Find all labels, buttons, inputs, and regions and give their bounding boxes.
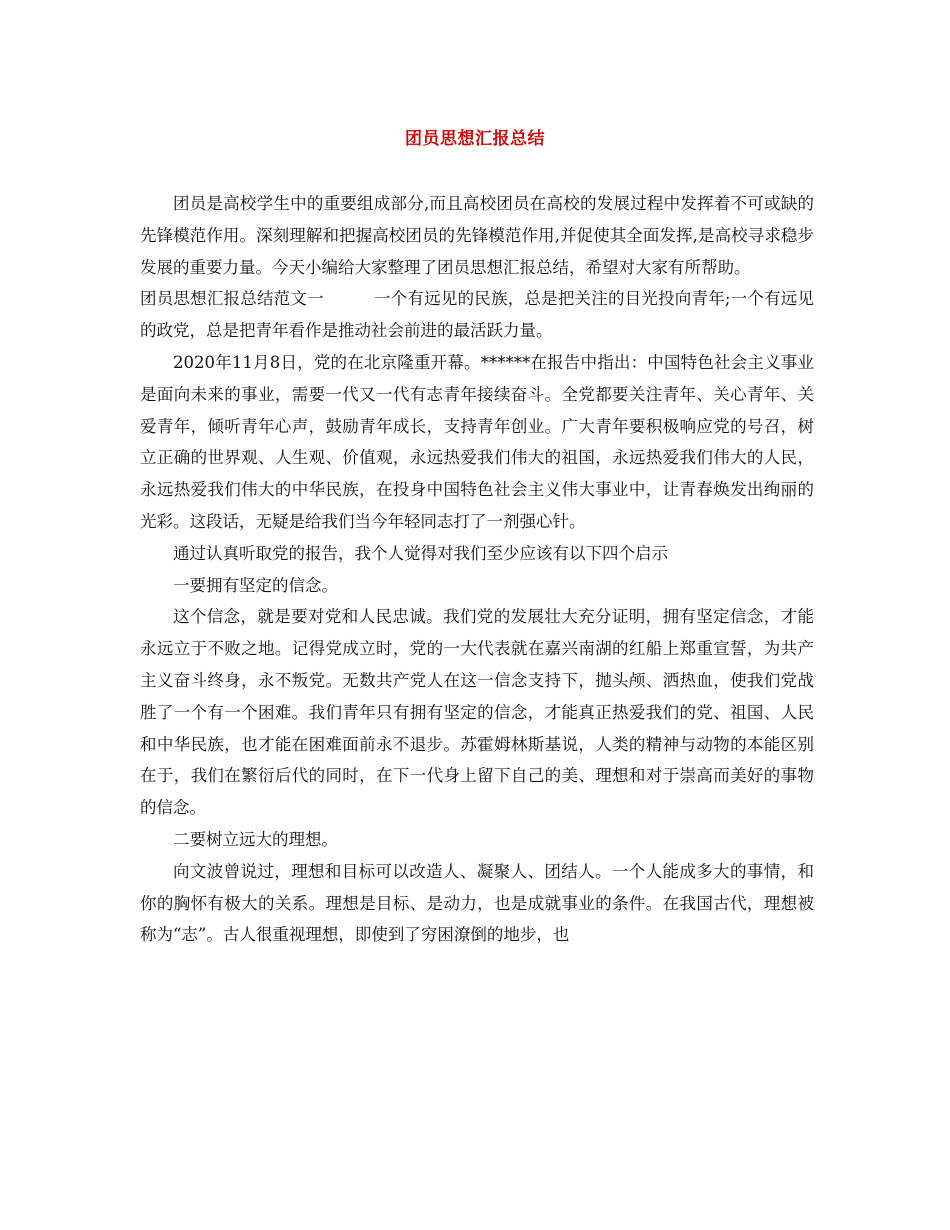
paragraph-belief: 这个信念，就是要对党和人民忠诚。我们党的发展壮大充分证明，拥有坚定信念，才能永远立于不败之地。记得党成立时，党的一大代表就在嘉兴南湖的红船上郑重宣誓，为共产主义奋斗终身，永不叛党。无数共产党人在这一信念支持下，抛头颅、洒热血，使我们党战胜了一个有一个困难。我们青年只有拥有坚定的信念，才能真正热爱我们的党、祖国、人民和中华民族，也才能在困难面前永不退步。苏霍姆林斯基说，人类的精神与动物的本能区别在于，我们在繁衍后代的同时，在下一代身上留下自己的美、理想和对于崇高而美好的事物的信念。 [140, 607, 814, 818]
document-title: 团员思想汇报总结 [405, 129, 545, 149]
paragraph-point-two: 二要树立远大的理想。 [173, 829, 338, 849]
document-body [140, 188, 814, 951]
section-first-text: 一个有远见的民族，总是把关注的目光投向青年;一个有远见的政党，总是把青年看作是推动社会前进的最活跃力量。 [140, 289, 815, 341]
paragraph-inspiration: 通过认真听取党的报告，我个人觉得对我们至少应该有以下四个启示 [173, 543, 668, 563]
paragraph-ideal: 向文波曾说过，理想和目标可以改造人、凝聚人、团结人。一个人能成多大的事情，和你的胸怀有极大的关系。理想是目标、是动力，也是成就事业的条件。在我国古代，理想被称为“志”。古人很重视理想，即使到了穷困潦倒的地步，也 [140, 861, 814, 945]
paragraph-point-one: 一要拥有坚定的信念。 [173, 575, 338, 595]
paragraph-report: 2020年11月8日，党的在北京隆重开幕。******在报告中指出：中国特色社会主义事业是面向未来的事业，需要一代又一代有志青年接续奋斗。全党都要关注青年、关心青年、关爱青年，倾听青年心声，鼓励青年成长，支持青年创业。广大青年要积极响应党的号召，树立正确的世界观、人生观、价值观，永远热爱我们伟大的祖国，永远热爱我们伟大的人民，永远热爱我们伟大的中华民族，在投身中国特色社会主义伟大事业中，让青春焕发出绚丽的光彩。这段话，无疑是给我们当今年轻同志打了一剂强心针。 [140, 352, 814, 531]
intro-paragraph: 团员是高校学生中的重要组成部分,而且高校团员在高校的发展过程中发挥着不可或缺的先锋模范作用。深刻理解和把握高校团员的先锋模范作用,并促使其全面发挥,是高校寻求稳步发展的重要力量。今天小编给大家整理了团员思想汇报总结，希望对大家有所帮助。 [140, 194, 814, 277]
section-label: 团员思想汇报总结范文一 [140, 289, 324, 309]
section-heading-paragraph [140, 283, 814, 347]
